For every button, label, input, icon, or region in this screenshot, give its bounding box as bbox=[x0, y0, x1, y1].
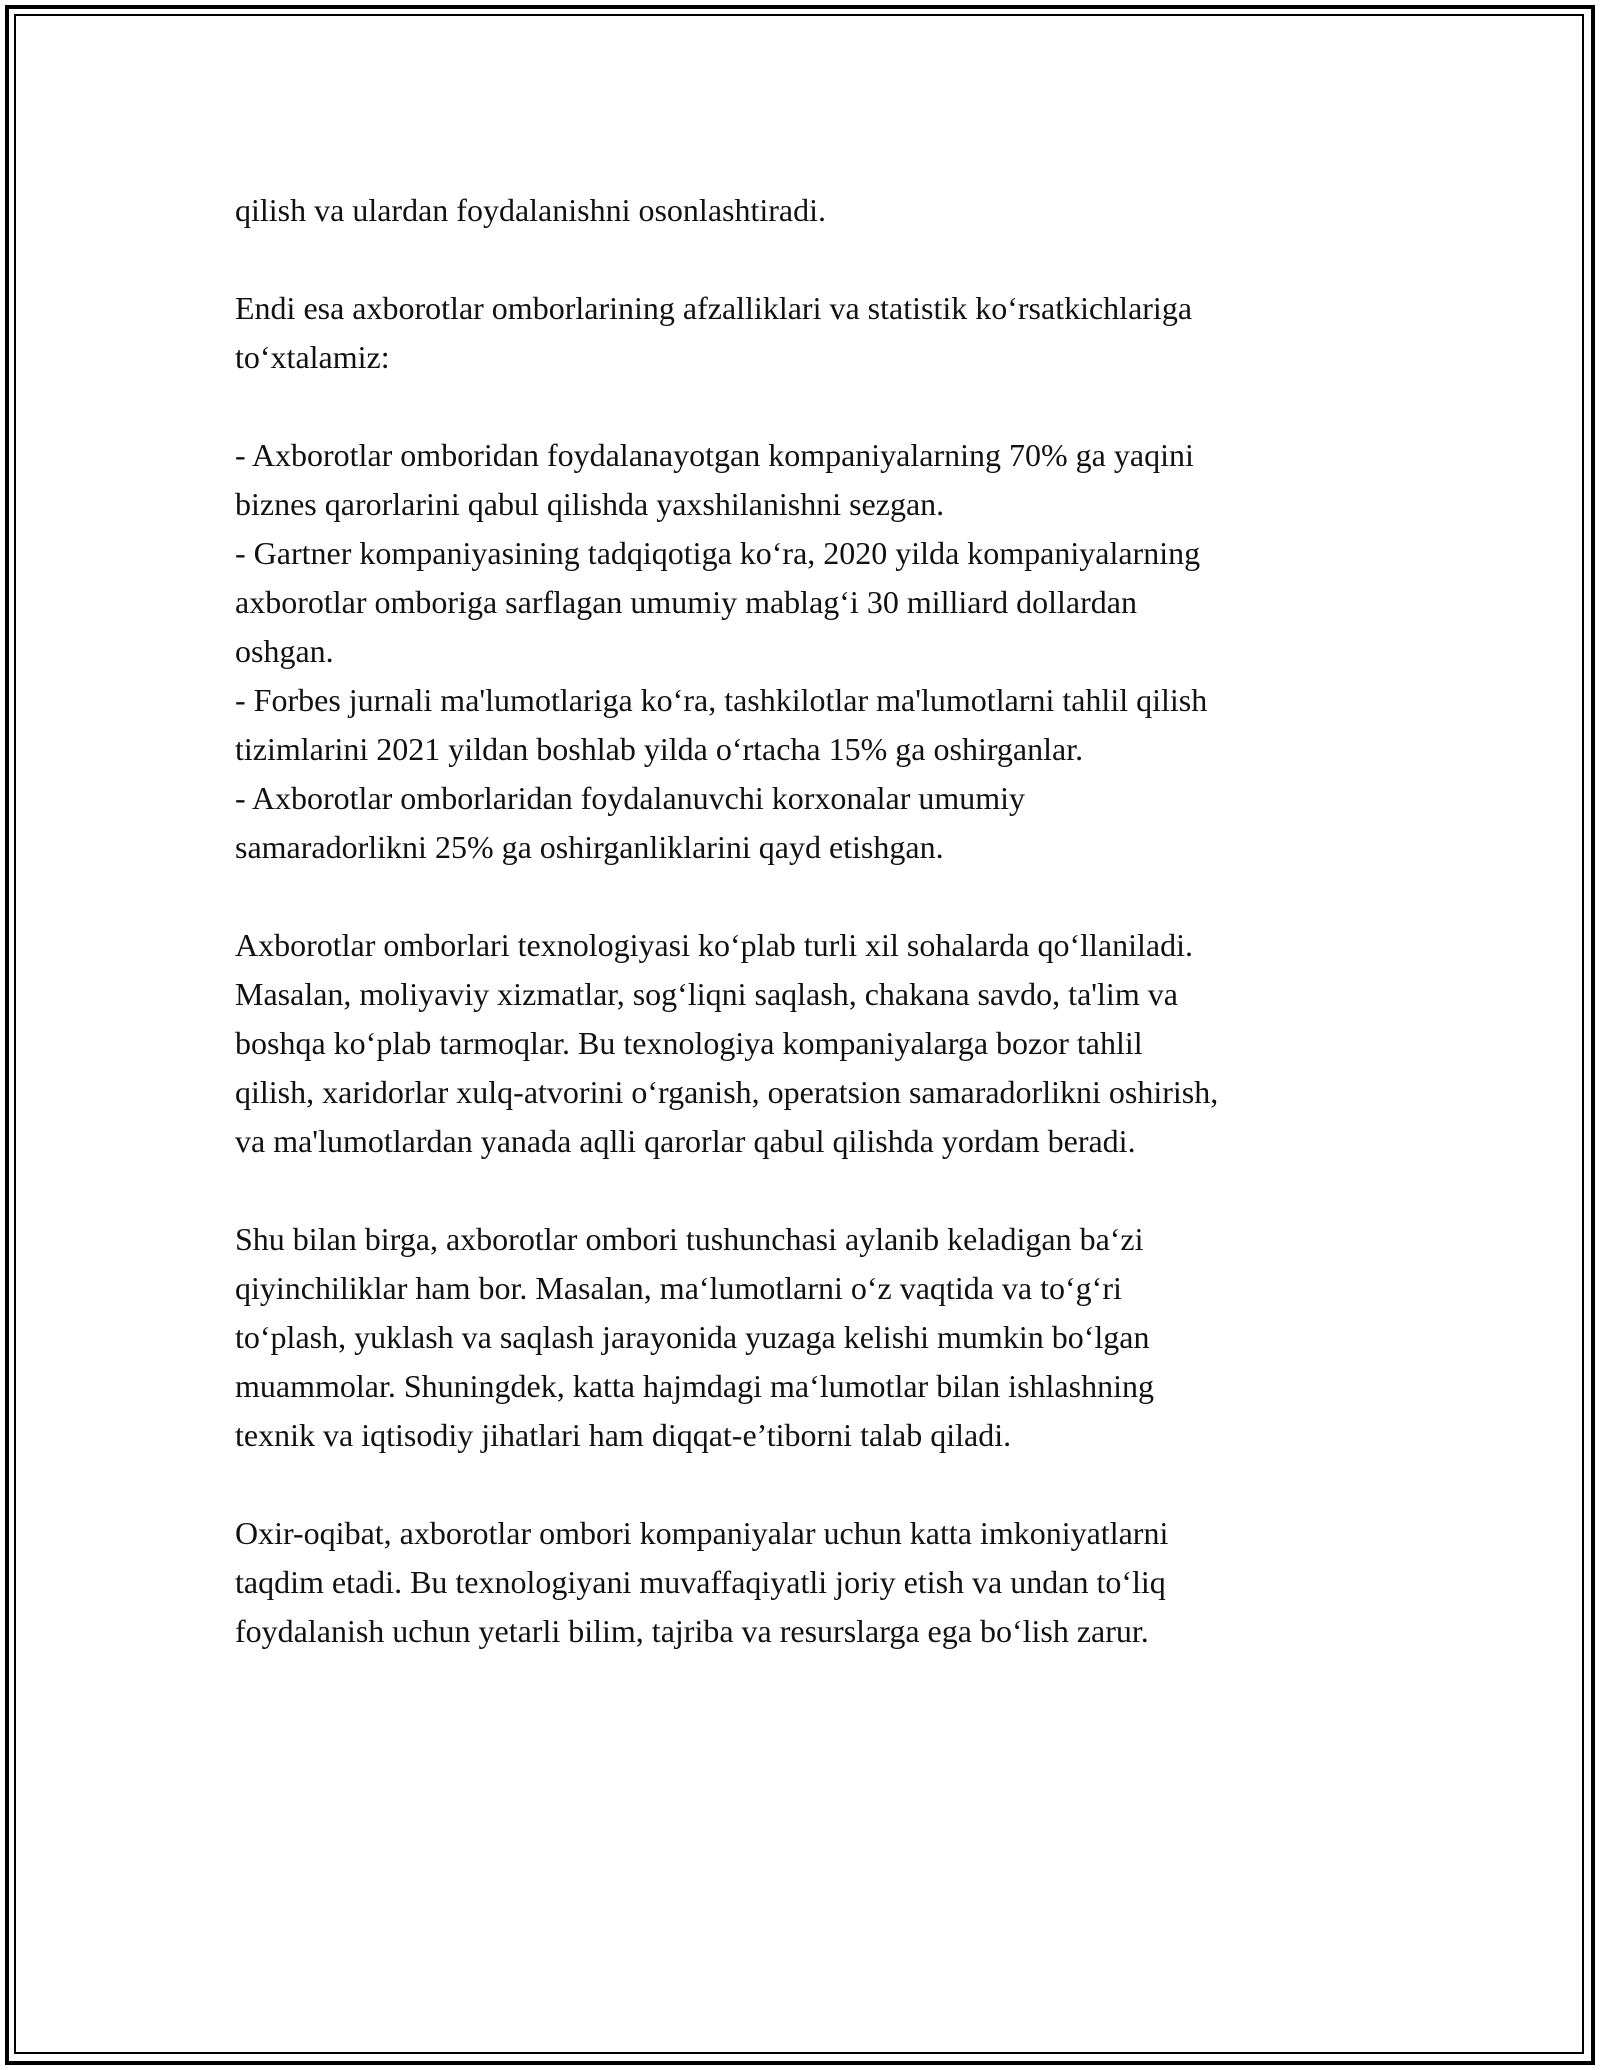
list-item-line: samaradorlikni 25% ga oshirganliklarini qayd etishgan. bbox=[235, 829, 944, 865]
list-item-line: - Axborotlar omboridan foydalanayotgan kompaniyalarning 70% ga yaqini bbox=[235, 437, 1194, 473]
paragraph-6 bbox=[235, 1509, 1385, 1656]
document-body bbox=[235, 186, 1385, 1656]
paragraph-2 bbox=[235, 284, 1385, 382]
text-line: Masalan, moliyaviy xizmatlar, sog‘liqni saqlash, chakana savdo, ta'lim va bbox=[235, 976, 1178, 1012]
list-item-line: biznes qarorlarini qabul qilishda yaxshilanishni sezgan. bbox=[235, 486, 945, 522]
text-line: foydalanish uchun yetarli bilim, tajriba va resurslarga ega bo‘lish zarur. bbox=[235, 1613, 1149, 1649]
paragraph-spacer bbox=[235, 235, 1385, 284]
text-line: qilish va ulardan foydalanishni osonlashtiradi. bbox=[235, 192, 826, 228]
list-item-line: tizimlarini 2021 yildan boshlab yilda o‘rtacha 15% ga oshirganlar. bbox=[235, 731, 1084, 767]
text-line: va ma'lumotlardan yanada aqlli qarorlar qabul qilishda yordam beradi. bbox=[235, 1123, 1136, 1159]
paragraph-spacer bbox=[235, 382, 1385, 431]
text-line: Oxir-oqibat, axborotlar ombori kompaniyalar uchun katta imkoniyatlarni bbox=[235, 1515, 1169, 1551]
paragraph-4 bbox=[235, 921, 1385, 1166]
paragraph-spacer bbox=[235, 1460, 1385, 1509]
paragraph-spacer bbox=[235, 1166, 1385, 1215]
list-item-line: - Axborotlar omborlaridan foydalanuvchi korxonalar umumiy bbox=[235, 780, 1026, 816]
text-line: Shu bilan birga, axborotlar ombori tushunchasi aylanib keladigan ba‘zi bbox=[235, 1221, 1144, 1257]
list-item-line: - Gartner kompaniyasining tadqiqotiga ko‘ra, 2020 yilda kompaniyalarning bbox=[235, 535, 1201, 571]
text-line: muammolar. Shuningdek, katta hajmdagi ma‘lumotlar bilan ishlashning bbox=[235, 1368, 1154, 1404]
statistics-list bbox=[235, 431, 1385, 872]
text-line: Endi esa axborotlar omborlarining afzalliklari va statistik ko‘rsatkichlariga bbox=[235, 290, 1193, 326]
text-line: texnik va iqtisodiy jihatlari ham diqqat-e’tiborni talab qiladi. bbox=[235, 1417, 1012, 1453]
paragraph-5 bbox=[235, 1215, 1385, 1460]
list-item-line: oshgan. bbox=[235, 633, 334, 669]
list-item-line: - Forbes jurnali ma'lumotlariga ko‘ra, tashkilotlar ma'lumotlarni tahlil qilish bbox=[235, 682, 1208, 718]
list-item-line: axborotlar omboriga sarflagan umumiy mablag‘i 30 milliard dollardan bbox=[235, 584, 1137, 620]
text-line: boshqa ko‘plab tarmoqlar. Bu texnologiya kompaniyalarga bozor tahlil bbox=[235, 1025, 1143, 1061]
text-line: qilish, xaridorlar xulq-atvorini o‘rganish, operatsion samaradorlikni oshirish, bbox=[235, 1074, 1219, 1110]
paragraph-1 bbox=[235, 186, 1385, 235]
text-line: to‘plash, yuklash va saqlash jarayonida yuzaga kelishi mumkin bo‘lgan bbox=[235, 1319, 1150, 1355]
text-line: Axborotlar omborlari texnologiyasi ko‘plab turli xil sohalarda qo‘llaniladi. bbox=[235, 927, 1193, 963]
paragraph-spacer bbox=[235, 872, 1385, 921]
text-line: taqdim etadi. Bu texnologiyani muvaffaqiyatli joriy etish va undan to‘liq bbox=[235, 1564, 1166, 1600]
text-line: to‘xtalamiz: bbox=[235, 339, 390, 375]
text-line: qiyinchiliklar ham bor. Masalan, ma‘lumotlarni o‘z vaqtida va to‘g‘ri bbox=[235, 1270, 1122, 1306]
